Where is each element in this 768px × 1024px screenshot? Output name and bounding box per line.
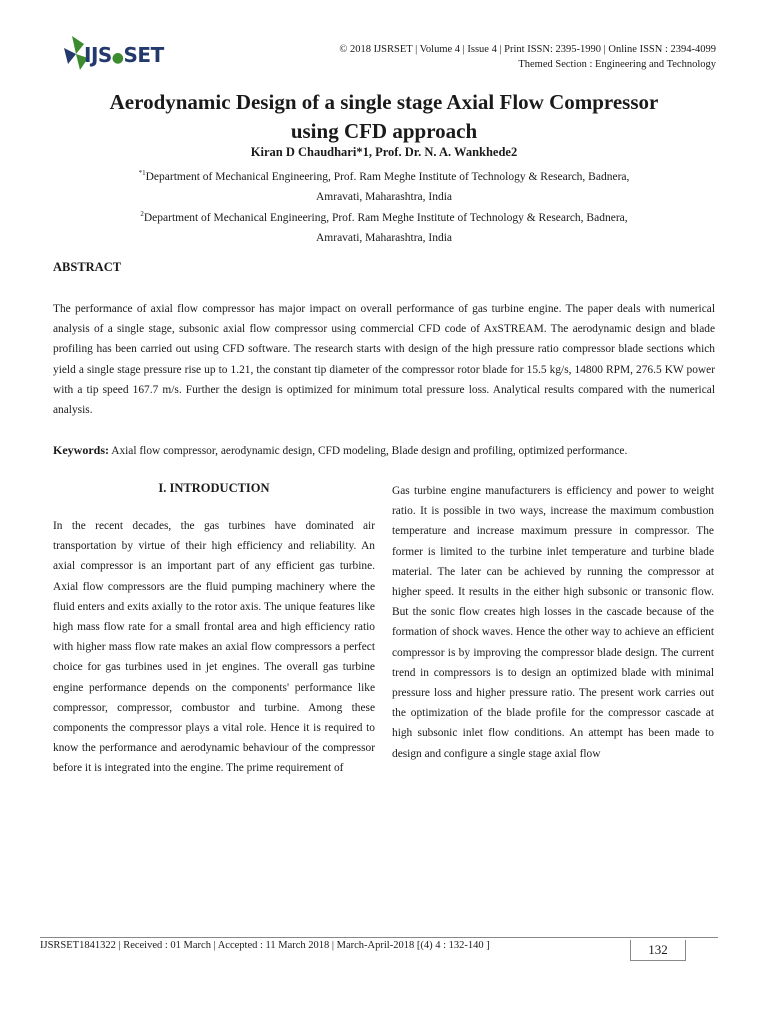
themed-section: Themed Section : Engineering and Technology xyxy=(518,59,716,70)
section-heading-introduction: I. INTRODUCTION xyxy=(158,481,270,495)
paper-title: Aerodynamic Design of a single stage Axial Flow Compressor using CFD approach xyxy=(109,90,659,143)
journal-logo xyxy=(62,34,172,74)
authors: Kiran D Chaudhari*1, Prof. Dr. N. A. Wankhede2 xyxy=(250,145,518,159)
keywords xyxy=(53,441,715,460)
intro-column-left: In the recent decades, the gas turbines have dominated air transportation by virtue of their high efficiency and reliability. An axial compressor is an important part of any efficient gas turbine. Axial flow compressors are the fluid pumping machinery where the fluid enters and exits axially to the rotor axis. The unique features like high mass flow rate for a small frontal area and high efficiency ratio with higher mass flow rate makes an axial flow compressors a perfect choice for gas turbines used in jet engines. The overall gas turbine engine performance depends on the components' performance like compressor, compressor, combustor and turbine. Among these components the compressor plays a vital role. Hence it is required to know the performance and aerodynamic behaviour of the compressor before it is integrated into the engine. The prime requirement of xyxy=(53,520,375,775)
journal-header xyxy=(339,42,716,72)
keywords-label: Keywords: xyxy=(53,443,109,457)
affiliation-1: $^{*1}$Department of Mechanical Engineering, Prof. Ram Meghe Institute of Technology & Research, Badnera, Amravati, Maharashtra, India xyxy=(138,169,630,203)
intro-column-right: Gas turbine engine manufacturers is efficiency and power to weight ratio. It is possible in two ways, increase the maximum combustion temperature and increase maximum pressure in compressor. The former is limited to the turbine inlet temperature and turbine blade material. The later can be achieved by running the compressor at higher speed. It results in the either high subsonic or transonic flow. But the sonic flow creates high losses in the cascade because of the formation of shock waves. Hence the other way to achieve an efficient compressor is by improving the compressor blade design. The current trend in compressors is to design an optimized blade with minimal pressure loss and higher pressure ratio. The present work carries out the optimization of the blade profile for the compressor cascade at high subsonic inlet flow conditions. An attempt has been made to design and configure a single stage axial flow xyxy=(392,485,714,760)
abstract-text: The performance of axial flow compressor has major impact on overall performance of gas turbine engine. The paper deals with numerical analysis of a single stage, subsonic axial flow compressor using commercial CFD code of AxSTREAM. The aerodynamic design and blade profiling has been carried out using CFD software. The research starts with design of the high pressure ratio compressor blade sections which yield a single stage pressure rise up to 1.21, the constant tip diameter of the compressor rotor blade for 15.5 kg/s, 14800 RPM, 276.5 KW power with a tip speed 167.7 m/s. Further the design is optimized for minimum total pressure loss. Analytical results compared with the numerical analysis. xyxy=(53,303,715,417)
journal-copyright: © 2018 IJSRSET | Volume 4 | Issue 4 | Print ISSN: 2395-1990 | Online ISSN : 2394-4099 xyxy=(339,44,716,55)
keywords-text: Axial flow compressor, aerodynamic design, CFD modeling, Blade design and profiling, optimized performance. xyxy=(111,445,628,457)
affiliation-2: $^2$Department of Mechanical Engineering, Prof. Ram Meghe Institute of Technology & Research, Badnera, Amravati, Maharashtra, India xyxy=(140,210,628,244)
footer-divider xyxy=(40,937,718,938)
abstract-heading: ABSTRACT xyxy=(53,260,122,274)
page-number: 132 xyxy=(630,940,686,961)
footer-citation: IJSRSET1841322 | Received : 01 March | Accepted : 11 March 2018 | March-April-2018 [(4) 4 : 132-140 ] xyxy=(40,940,490,951)
logo-wordmark: IJS●SET xyxy=(84,43,164,67)
